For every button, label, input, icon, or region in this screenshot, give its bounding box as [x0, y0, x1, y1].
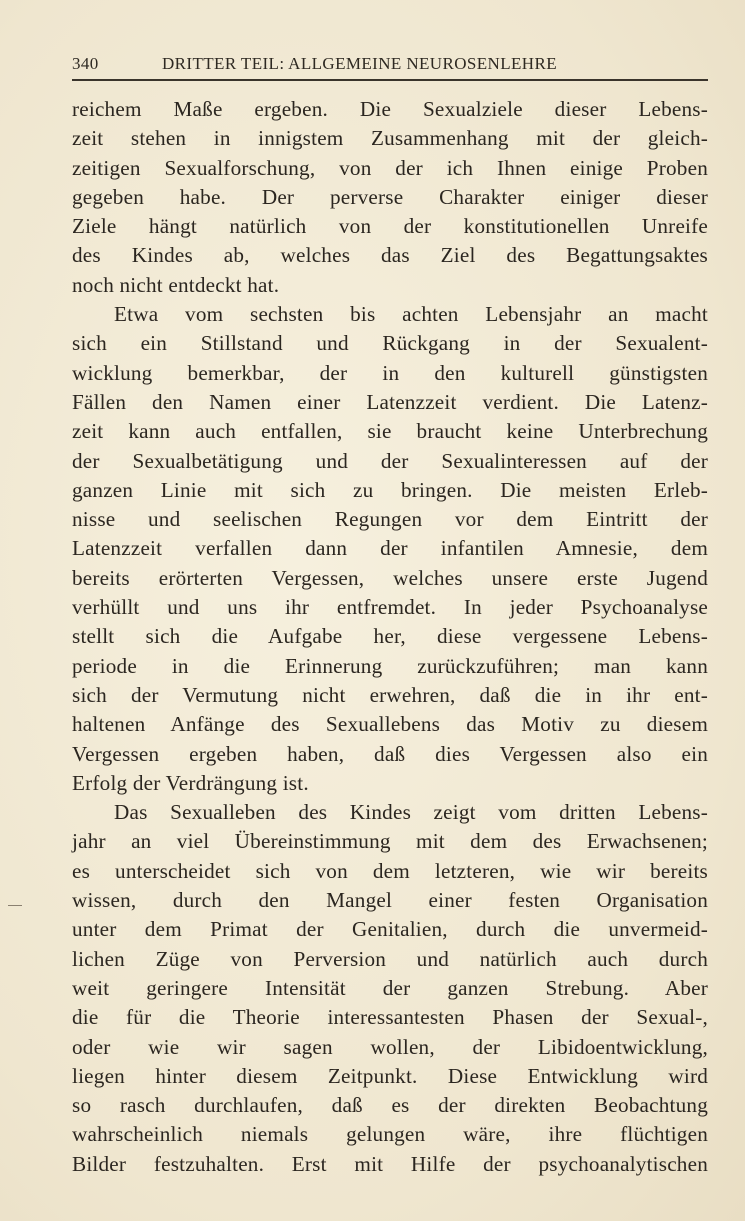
text-line: reichem Maße ergeben. Die Sexualziele dieser Lebens-: [72, 97, 708, 121]
text-line: noch nicht entdeckt hat.: [72, 272, 280, 297]
text-line: liegen hinter diesem Zeitpunkt. Diese Entwicklung wird: [72, 1063, 708, 1088]
text-line: wicklung bemerkbar, der in den kulturell günstigsten: [72, 360, 708, 385]
margin-pencil-mark: [8, 905, 22, 906]
text-line: lichen Züge von Perversion und natürlich auch durch: [72, 946, 708, 971]
page-number: 340: [72, 54, 99, 73]
text-line: jahr an viel Übereinstimmung mit dem des Erwachsenen;: [72, 829, 708, 854]
text-line: sich ein Stillstand und Rückgang in der Sexualent-: [72, 331, 708, 356]
text-line: so rasch durchlaufen, daß es der direkten Beobachtung: [72, 1093, 708, 1118]
text-line: unter dem Primat der Genitalien, durch die unvermeid-: [72, 917, 708, 942]
text-line: verhüllt und uns ihr entfremdet. In jeder Psychoanalyse: [72, 595, 708, 620]
text-line: Bilder festzuhalten. Erst mit Hilfe der psychoanalytischen: [72, 1151, 708, 1176]
body-text: [72, 95, 708, 1179]
text-line: Fällen den Namen einer Latenzzeit verdient. Die Latenz-: [72, 389, 708, 414]
text-line: zeit kann auch entfallen, sie braucht keine Unterbrechung: [72, 419, 708, 444]
text-line: sich der Vermutung nicht erwehren, daß die in ihr ent-: [72, 682, 708, 707]
running-head: [72, 54, 708, 78]
text-line: wissen, durch den Mangel einer festen Organisation: [72, 888, 708, 913]
text-line: Das Sexualleben des Kindes zeigt vom dritten Lebens-: [114, 800, 708, 825]
header-rule: [72, 79, 708, 81]
text-line: die für die Theorie interessantesten Phasen der Sexual-,: [72, 1005, 708, 1030]
text-line: zeitigen Sexualforschung, von der ich Ihnen einige Proben: [72, 155, 708, 180]
text-line: es unterscheidet sich von dem letzteren, wie wir bereits: [72, 858, 708, 883]
text-line: Erfolg der Verdrängung ist.: [72, 770, 309, 795]
text-line: Latenzzeit verfallen dann der infantilen Amnesie, dem: [72, 536, 708, 561]
text-line: der Sexualbetätigung und der Sexualinteressen auf der: [72, 448, 708, 473]
text-line: gegeben habe. Der perverse Charakter einiger dieser: [72, 184, 708, 209]
text-line: wahrscheinlich niemals gelungen wäre, ihre flüchtigen: [72, 1122, 708, 1147]
text-line: Etwa vom sechsten bis achten Lebensjahr an macht: [114, 302, 708, 327]
text-line: Ziele hängt natürlich von der konstitutionellen Unreife: [72, 214, 708, 239]
text-line: ganzen Linie mit sich zu bringen. Die meisten Erleb-: [72, 477, 708, 502]
text-line: nisse und seelischen Regungen vor dem Eintritt der: [72, 507, 708, 532]
text-line: Vergessen ergeben haben, daß dies Vergessen also ein: [72, 741, 708, 766]
text-line: des Kindes ab, welches das Ziel des Begattungsaktes: [72, 243, 708, 268]
running-head-title: DRITTER TEIL: ALLGEMEINE NEUROSENLEHRE: [162, 54, 557, 73]
text-line: zeit stehen in innigstem Zusammenhang mit der gleich-: [72, 126, 708, 151]
book-page: [72, 54, 708, 1179]
text-line: haltenen Anfänge des Sexuallebens das Motiv zu diesem: [72, 712, 708, 737]
text-line: bereits erörterten Vergessen, welches unsere erste Jugend: [72, 565, 708, 590]
text-line: periode in die Erinnerung zurückzuführen; man kann: [72, 653, 708, 678]
text-line: oder wie wir sagen wollen, der Libidoentwicklung,: [72, 1034, 708, 1059]
text-line: stellt sich die Aufgabe her, diese vergessene Lebens-: [72, 624, 708, 649]
text-line: weit geringere Intensität der ganzen Strebung. Aber: [72, 975, 708, 1000]
